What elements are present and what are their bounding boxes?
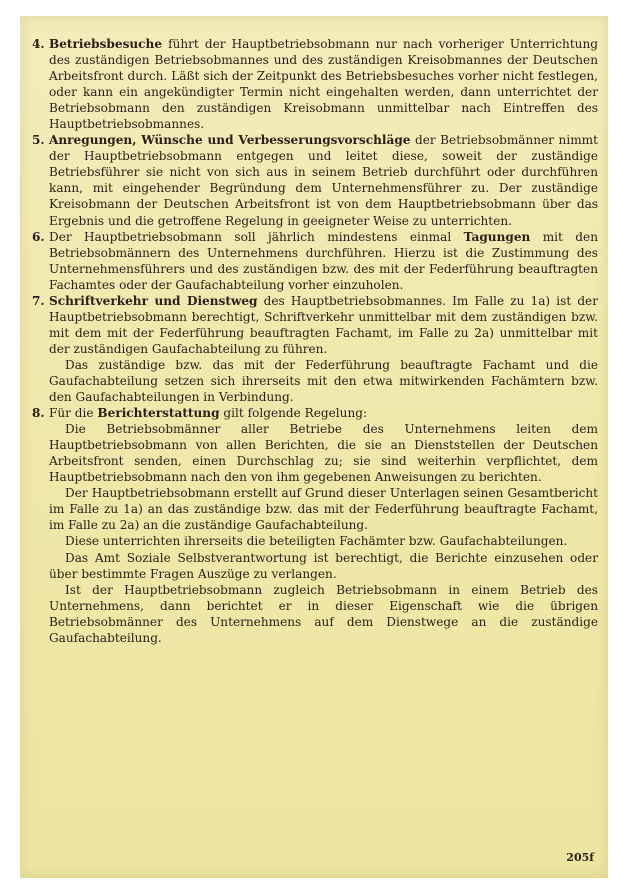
- paragraph: [49, 293, 598, 357]
- text-run: des Hauptbetriebsobmannes. Im Falle zu 1a) ist der Hauptbetriebsobmann berechtigt, Schriftverkehr unmittelbar mit dem zuständigen bzw. mit dem mit der Federführung beauftragten Fachamt, im Falle zu 2a) unmittelbar mit der zuständigen Gaufachabteilung zu führen.: [49, 293, 598, 356]
- text-run: führt der Hauptbetriebsobmann nur nach vorheriger Unterrichtung des zuständigen Betriebsobmannes und des zuständigen Kreisobmannes der Deutschen Arbeitsfront durch. Läßt sich der Zeitpunkt des Betriebsbesuches vorher nicht festlegen, oder kann ein angekündigter Termin nicht eingehalten werden, dann unterrichtet der Betriebsobmann den zuständigen Kreisobmann unmittelbar nach Eintreffen des Hauptbetriebsobmannes.: [49, 37, 598, 132]
- bold-keyword: Tagungen: [463, 229, 531, 244]
- text-run: Der Hauptbetriebsobmann soll jährlich mindestens einmal: [49, 229, 464, 244]
- paragraph: [49, 36, 598, 132]
- paragraph: [49, 357, 598, 405]
- bold-keyword: Berichterstattung: [97, 406, 220, 421]
- paragraph: [49, 582, 598, 646]
- page-number: 205f: [566, 851, 594, 864]
- text-run: mit den Betriebsobmännern des Unternehmens durchführen. Hierzu ist die Zustimmung des Unternehmensführers und des zuständigen bzw. des mit der Federführung beauftragten Fachamtes oder der Gaufachabteilung vorher einzuholen.: [49, 229, 598, 292]
- document-page: [20, 16, 608, 878]
- list-item: [32, 132, 598, 228]
- list-item: [32, 229, 598, 293]
- list-item: [32, 293, 598, 405]
- paragraph: [49, 533, 598, 549]
- text-run: Die Betriebsobmänner aller Betriebe des Unternehmens leiten dem Hauptbetriebsobmann von allen Berichten, die sie an Dienststellen der Deutschen Arbeitsfront senden, einen Durchschlag zu; sie sind weiterhin verpflichtet, dem Hauptbetriebsobmann nach den von ihm gegebenen Anweisungen zu berichten.: [49, 422, 598, 485]
- bold-keyword: Anregungen, Wünsche und Verbesserungsvorschläge: [49, 133, 411, 148]
- document-body: [32, 36, 598, 646]
- list-item: [32, 405, 598, 646]
- text-run: der Betriebsobmänner nimmt der Hauptbetriebsobmann entgegen und leitet diese, soweit der zuständige Betriebsführer sie nicht von sich aus in seinem Betrieb durchführt oder durchführen kann, mit eingehender Begründung dem Unternehmensführer zu. Der zuständige Kreisobmann der Deutschen Arbeitsfront ist von dem Hauptbetriebsobmann über das Ergebnis und die getroffene Regelung in geeigneter Weise zu unterrichten.: [49, 133, 598, 228]
- text-run: Diese unterrichten ihrerseits die beteiligten Fachämter bzw. Gaufachabteilungen.: [65, 534, 568, 549]
- list-item: [32, 36, 598, 132]
- text-run: Das zuständige bzw. das mit der Federführung beauftragte Fachamt und die Gaufachabteilung setzen sich ihrerseits mit den etwa mitwirkenden Fachämtern bzw. den Gaufachabteilungen in Verbindung.: [49, 357, 598, 405]
- item-number: 6.: [32, 229, 45, 244]
- text-run: Das Amt Soziale Selbstverantwortung ist berechtigt, die Berichte einzusehen oder über bestimmte Fragen Auszüge zu verlangen.: [49, 550, 598, 581]
- paragraph: [49, 405, 598, 421]
- text-run: Für die: [49, 406, 98, 421]
- text-run: gilt folgende Regelung:: [219, 406, 368, 421]
- bold-keyword: Betriebsbesuche: [49, 37, 163, 51]
- bold-keyword: Schriftverkehr und Dienstweg: [49, 293, 258, 308]
- paragraph: [49, 132, 598, 228]
- paragraph: [49, 485, 598, 533]
- item-number: 5.: [32, 133, 45, 148]
- text-run: Ist der Hauptbetriebsobmann zugleich Betriebsobmann in einem Betrieb des Unternehmens, dann berichtet er in dieser Eigenschaft wie die übrigen Betriebsobmänner des Unternehmens auf dem Dienstwege an die zuständige Gaufachabteilung.: [49, 582, 598, 645]
- paragraph: [49, 550, 598, 582]
- item-number: 8.: [32, 406, 45, 421]
- paragraph: [49, 421, 598, 485]
- item-number: 4.: [32, 37, 45, 51]
- text-run: Der Hauptbetriebsobmann erstellt auf Grund dieser Unterlagen seinen Gesamtbericht im Falle zu 1a) an das zuständige bzw. das mit der Federführung beauftragte Fachamt, im Falle zu 2a) an die zuständige Gaufachabteilung.: [49, 486, 598, 533]
- item-number: 7.: [32, 293, 45, 308]
- paragraph: [49, 229, 598, 293]
